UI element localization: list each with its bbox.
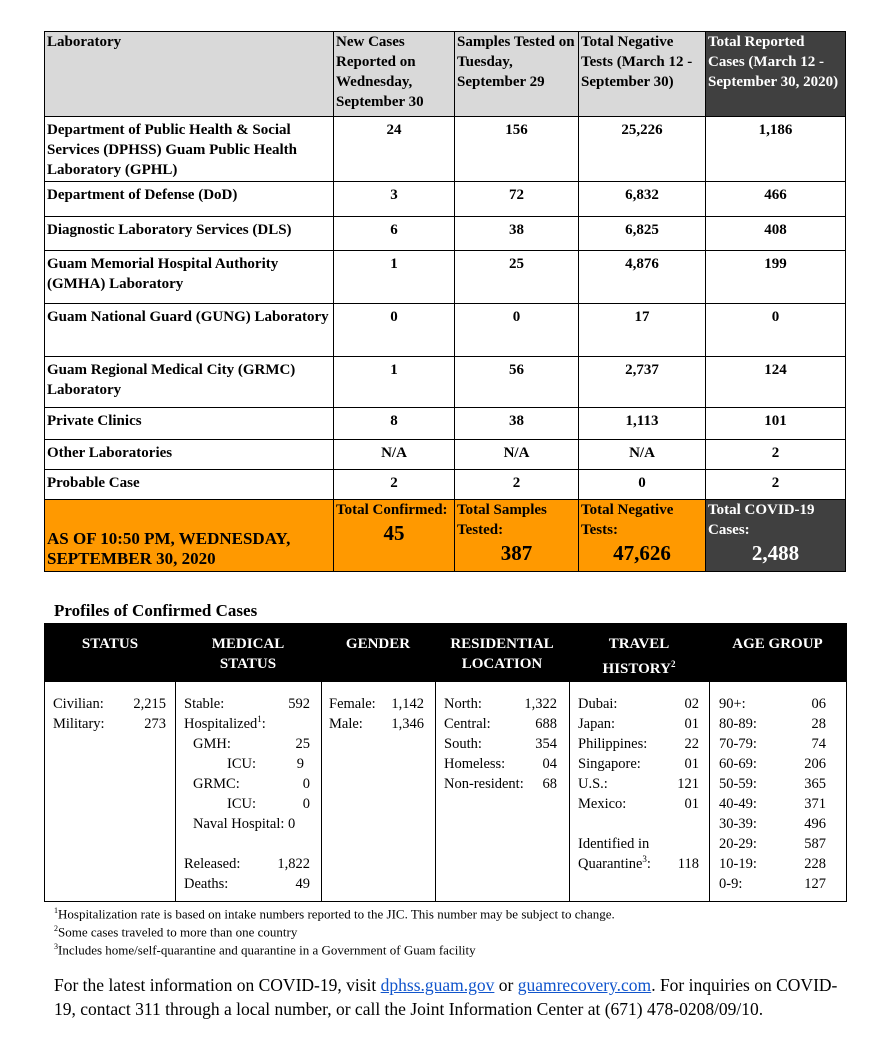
- negative-tests-cell: 25,226: [579, 117, 706, 182]
- header-total-reported: Total Reported Cases (March 12 - September 30, 2020): [706, 32, 846, 117]
- travel-row-label: Mexico:: [578, 796, 627, 812]
- medical-status-column: [184, 694, 310, 894]
- age-row-label: 70-79:: [719, 736, 757, 752]
- medical-grmc-row: [184, 774, 310, 794]
- age-row: [719, 834, 826, 854]
- total-samples-cell: [455, 500, 579, 572]
- released-value: 1,822: [277, 856, 310, 872]
- residential-row-label: Homeless:: [444, 756, 506, 772]
- gender-row-value: 1,142: [391, 696, 424, 712]
- deaths-value: 49: [295, 876, 310, 892]
- total-reported-cell: 101: [706, 408, 846, 440]
- lab-name-cell: Department of Public Health & Social Services (DPHSS) Guam Public Health Laboratory (GPHL): [45, 117, 334, 182]
- travel-row-label: Singapore:: [578, 756, 641, 772]
- total-reported-cell: 466: [706, 182, 846, 217]
- travel-row: [578, 714, 699, 734]
- header-age-label: AGE GROUP: [732, 636, 823, 652]
- gender-row: [329, 714, 424, 734]
- travel-row-value: 02: [684, 696, 699, 712]
- lab-row: [45, 251, 846, 304]
- residential-row: [444, 734, 557, 754]
- dphss-link[interactable]: dphss.guam.gov: [380, 975, 495, 995]
- column-divider: [435, 682, 436, 901]
- residential-row-value: 68: [542, 776, 557, 792]
- age-row-label: 90+:: [719, 696, 746, 712]
- total-reported-cell: 408: [706, 217, 846, 251]
- header-laboratory: Laboratory: [45, 32, 334, 117]
- residential-row-value: 354: [535, 736, 557, 752]
- grmc-icu-value: 0: [302, 796, 310, 812]
- lab-name-cell: Guam National Guard (GUNG) Laboratory: [45, 304, 334, 357]
- travel-row: [578, 694, 699, 714]
- gmh-icu-value: 9: [296, 756, 304, 772]
- travel-row-label: Dubai:: [578, 696, 618, 712]
- lab-row: [45, 440, 846, 470]
- age-row-label: 10-19:: [719, 856, 757, 872]
- age-row-label: 60-69:: [719, 756, 757, 772]
- medical-stable-row: [184, 694, 310, 714]
- lab-name-cell: Probable Case: [45, 470, 334, 500]
- age-row-value: 06: [811, 696, 826, 712]
- age-row-label: 40-49:: [719, 796, 757, 812]
- header-travel-sup: 2: [670, 659, 676, 669]
- status-row-label: Military:: [53, 716, 105, 732]
- header-samples-tested: Samples Tested on Tuesday, September 29: [455, 32, 579, 117]
- hospitalized-sup: 1: [257, 714, 262, 725]
- age-row-value: 587: [804, 836, 826, 852]
- total-negative-cell: [579, 500, 706, 572]
- laboratory-table: [44, 31, 846, 572]
- residential-row-value: 688: [535, 716, 557, 732]
- age-row-label: 0-9:: [719, 876, 743, 892]
- negative-tests-cell: 0: [579, 470, 706, 500]
- medical-grmc-icu-row: [184, 794, 310, 814]
- grmc-icu-label: ICU:: [227, 796, 256, 812]
- header-travel-line2: HISTORY: [602, 661, 671, 677]
- footer-info: [54, 973, 844, 1021]
- stable-value: 592: [288, 696, 310, 712]
- negative-tests-cell: 6,825: [579, 217, 706, 251]
- negative-tests-cell: 4,876: [579, 251, 706, 304]
- grmc-value: 0: [302, 776, 310, 792]
- gender-row-value: 1,346: [391, 716, 424, 732]
- lab-name-cell: Guam Memorial Hospital Authority (GMHA) Laboratory: [45, 251, 334, 304]
- samples-tested-cell: 38: [455, 408, 579, 440]
- negative-tests-cell: N/A: [579, 440, 706, 470]
- header-residential-line1: RESIDENTIAL: [450, 636, 554, 652]
- age-row: [719, 734, 826, 754]
- residential-row: [444, 774, 557, 794]
- profiles-header: [45, 624, 846, 682]
- age-row-value: 206: [804, 756, 826, 772]
- gmh-icu-label: ICU:: [227, 756, 256, 772]
- age-row-label: 50-59:: [719, 776, 757, 792]
- lab-name-cell: Department of Defense (DoD): [45, 182, 334, 217]
- new-cases-cell: 8: [334, 408, 455, 440]
- lab-row: [45, 408, 846, 440]
- quarantine-sup: 3: [642, 854, 647, 865]
- travel-row-value: 01: [684, 796, 699, 812]
- medical-released-row: [184, 854, 310, 874]
- travel-row-value: 22: [684, 736, 699, 752]
- naval-hospital: Naval Hospital: 0: [193, 816, 296, 832]
- travel-row-label: U.S.:: [578, 776, 608, 792]
- total-reported-cell: 199: [706, 251, 846, 304]
- samples-tested-cell: 2: [455, 470, 579, 500]
- residential-row-value: 1,322: [524, 696, 557, 712]
- age-row: [719, 774, 826, 794]
- negative-tests-cell: 17: [579, 304, 706, 357]
- new-cases-cell: 1: [334, 357, 455, 408]
- samples-tested-cell: 56: [455, 357, 579, 408]
- gender-column: [329, 694, 424, 734]
- status-row-value: 273: [144, 716, 166, 732]
- total-samples-value: 387: [500, 541, 533, 565]
- residential-row: [444, 714, 557, 734]
- status-row-label: Civilian:: [53, 696, 104, 712]
- samples-tested-cell: 25: [455, 251, 579, 304]
- lab-name-cell: Diagnostic Laboratory Services (DLS): [45, 217, 334, 251]
- age-row-label: 80-89:: [719, 716, 757, 732]
- totals-row: [45, 500, 846, 572]
- total-reported-cell: 1,186: [706, 117, 846, 182]
- medical-hospitalized-row: [184, 714, 310, 734]
- age-row: [719, 814, 826, 834]
- residential-row-label: South:: [444, 736, 482, 752]
- lab-name-cell: Guam Regional Medical City (GRMC) Laboratory: [45, 357, 334, 408]
- age-row: [719, 794, 826, 814]
- quarantine-line1: [578, 834, 699, 854]
- quarantine-colon: :: [646, 856, 651, 872]
- header-residential-line2: LOCATION: [461, 656, 543, 672]
- negative-tests-cell: 6,832: [579, 182, 706, 217]
- status-row: [53, 694, 166, 714]
- profiles-title: Profiles of Confirmed Cases: [54, 601, 258, 620]
- negative-tests-cell: 1,113: [579, 408, 706, 440]
- new-cases-cell: 3: [334, 182, 455, 217]
- gender-row-label: Male:: [329, 716, 363, 732]
- as-of-timestamp: AS OF 10:50 PM, WEDNESDAY, SEPTEMBER 30, 2020: [45, 500, 334, 572]
- total-reported-cell: 2: [706, 440, 846, 470]
- residential-row-value: 04: [542, 756, 557, 772]
- total-negative-label: Total Negative Tests:: [581, 502, 674, 538]
- medical-gmh-row: [184, 734, 310, 754]
- total-reported-cell: 0: [706, 304, 846, 357]
- guamrecovery-link[interactable]: guamrecovery.com: [517, 975, 652, 995]
- released-label: Released:: [184, 856, 241, 872]
- total-samples-label: Total Samples Tested:: [457, 502, 547, 538]
- lab-row: [45, 357, 846, 408]
- new-cases-cell: 1: [334, 251, 455, 304]
- header-age-group: [709, 634, 846, 654]
- header-medical-line2: STATUS: [219, 656, 277, 672]
- header-residential-location: [435, 634, 569, 674]
- quarantine-label-1: Identified in: [578, 836, 650, 852]
- lab-name-cell: Private Clinics: [45, 408, 334, 440]
- header-status-label: STATUS: [81, 636, 139, 652]
- hospitalized-label: Hospitalized: [184, 716, 258, 732]
- medical-naval-row: [184, 814, 310, 834]
- deaths-label: Deaths:: [184, 876, 229, 892]
- age-row-label: 20-29:: [719, 836, 757, 852]
- gmh-value: 25: [295, 736, 310, 752]
- medical-gmh-icu-row: [184, 754, 310, 774]
- header-medical-line1: MEDICAL: [211, 636, 285, 652]
- header-medical-status: [175, 634, 321, 674]
- residential-row-label: Central:: [444, 716, 491, 732]
- residential-row: [444, 694, 557, 714]
- residential-row: [444, 754, 557, 774]
- total-covid-label: Total COVID-19 Cases:: [708, 502, 815, 538]
- age-row-value: 74: [811, 736, 826, 752]
- new-cases-cell: 0: [334, 304, 455, 357]
- spacer: [578, 814, 699, 834]
- header-new-cases: New Cases Reported on Wednesday, September 30: [334, 32, 455, 117]
- header-gender-label: GENDER: [345, 636, 411, 652]
- hospitalized-colon: :: [261, 716, 266, 732]
- age-row-value: 365: [804, 776, 826, 792]
- status-column: [53, 694, 166, 734]
- total-covid-value: 2,488: [751, 541, 800, 565]
- samples-tested-cell: 38: [455, 217, 579, 251]
- footnote-1-text: Hospitalization rate is based on intake numbers reported to the JIC. This number may be subject to change.: [58, 906, 615, 922]
- age-row-value: 127: [804, 876, 826, 892]
- travel-row-label: Japan:: [578, 716, 616, 732]
- total-negative-value: 47,626: [613, 541, 671, 565]
- total-confirmed-value: 45: [383, 521, 405, 545]
- footnote-3: [54, 937, 476, 960]
- medical-deaths-row: [184, 874, 310, 894]
- lab-name-cell: Other Laboratories: [45, 440, 334, 470]
- age-row: [719, 874, 826, 894]
- new-cases-cell: 2: [334, 470, 455, 500]
- age-column: [719, 694, 826, 894]
- footer-text-3: . For inquiries on COVID-19, contact 311 through a local number, or call the Joint Information Center at (671) 478-0208/09/10.: [54, 975, 838, 1019]
- age-row-value: 228: [804, 856, 826, 872]
- age-row: [719, 694, 826, 714]
- travel-column: [578, 694, 699, 874]
- age-row-value: 371: [804, 796, 826, 812]
- total-reported-cell: 124: [706, 357, 846, 408]
- footnote-3-num: 3: [54, 942, 58, 951]
- residential-column: [444, 694, 557, 794]
- samples-tested-cell: 72: [455, 182, 579, 217]
- travel-row-value: 121: [677, 776, 699, 792]
- age-row-value: 28: [811, 716, 826, 732]
- age-row: [719, 754, 826, 774]
- total-covid-cell: [706, 500, 846, 572]
- samples-tested-cell: 0: [455, 304, 579, 357]
- samples-tested-cell: N/A: [455, 440, 579, 470]
- footnote-3-text: Includes home/self-quarantine and quarantine in a Government of Guam facility: [58, 942, 476, 958]
- header-gender: [321, 634, 435, 654]
- travel-row: [578, 794, 699, 814]
- gender-row: [329, 694, 424, 714]
- age-row-label: 30-39:: [719, 816, 757, 832]
- residential-row-label: North:: [444, 696, 482, 712]
- footnote-2-text: Some cases traveled to more than one country: [58, 924, 298, 940]
- grmc-label: GRMC:: [193, 776, 240, 792]
- samples-tested-cell: 156: [455, 117, 579, 182]
- total-confirmed-label: Total Confirmed:: [336, 502, 448, 518]
- lab-row: [45, 182, 846, 217]
- header-travel-line1: TRAVEL: [608, 636, 670, 652]
- footnote-1-num: 1: [54, 906, 58, 915]
- new-cases-cell: 24: [334, 117, 455, 182]
- age-row: [719, 854, 826, 874]
- header-status: [45, 634, 175, 654]
- header-total-negative: Total Negative Tests (March 12 - September 30): [579, 32, 706, 117]
- header-travel-history: [569, 634, 709, 679]
- lab-table-body: [45, 117, 846, 500]
- total-reported-cell: 2: [706, 470, 846, 500]
- column-divider: [709, 682, 710, 901]
- gender-row-label: Female:: [329, 696, 376, 712]
- quarantine-value: 118: [677, 856, 699, 872]
- gmh-label: GMH:: [193, 736, 231, 752]
- lab-table-header: [45, 32, 846, 117]
- footer-text-1: For the latest information on COVID-19, visit: [54, 975, 381, 995]
- travel-row-value: 01: [684, 716, 699, 732]
- status-row: [53, 714, 166, 734]
- column-divider: [321, 682, 322, 901]
- lab-row: [45, 217, 846, 251]
- travel-row: [578, 754, 699, 774]
- age-row: [719, 714, 826, 734]
- footnote-2-num: 2: [54, 924, 58, 933]
- lab-row: [45, 470, 846, 500]
- column-divider: [569, 682, 570, 901]
- footer-text-2: or: [494, 975, 518, 995]
- negative-tests-cell: 2,737: [579, 357, 706, 408]
- status-row-value: 2,215: [133, 696, 166, 712]
- travel-list: [578, 694, 699, 814]
- new-cases-cell: 6: [334, 217, 455, 251]
- travel-row: [578, 774, 699, 794]
- lab-row: [45, 304, 846, 357]
- quarantine-label-2: Quarantine: [578, 856, 643, 872]
- profiles-table: [44, 623, 847, 902]
- travel-row-value: 01: [684, 756, 699, 772]
- column-divider: [175, 682, 176, 901]
- travel-row-label: Philippines:: [578, 736, 648, 752]
- quarantine-line2: [578, 854, 699, 874]
- residential-row-label: Non-resident:: [444, 776, 524, 792]
- travel-row: [578, 734, 699, 754]
- lab-row: [45, 117, 846, 182]
- age-row-value: 496: [804, 816, 826, 832]
- stable-label: Stable:: [184, 696, 225, 712]
- total-confirmed-cell: [334, 500, 455, 572]
- new-cases-cell: N/A: [334, 440, 455, 470]
- spacer: [184, 834, 310, 854]
